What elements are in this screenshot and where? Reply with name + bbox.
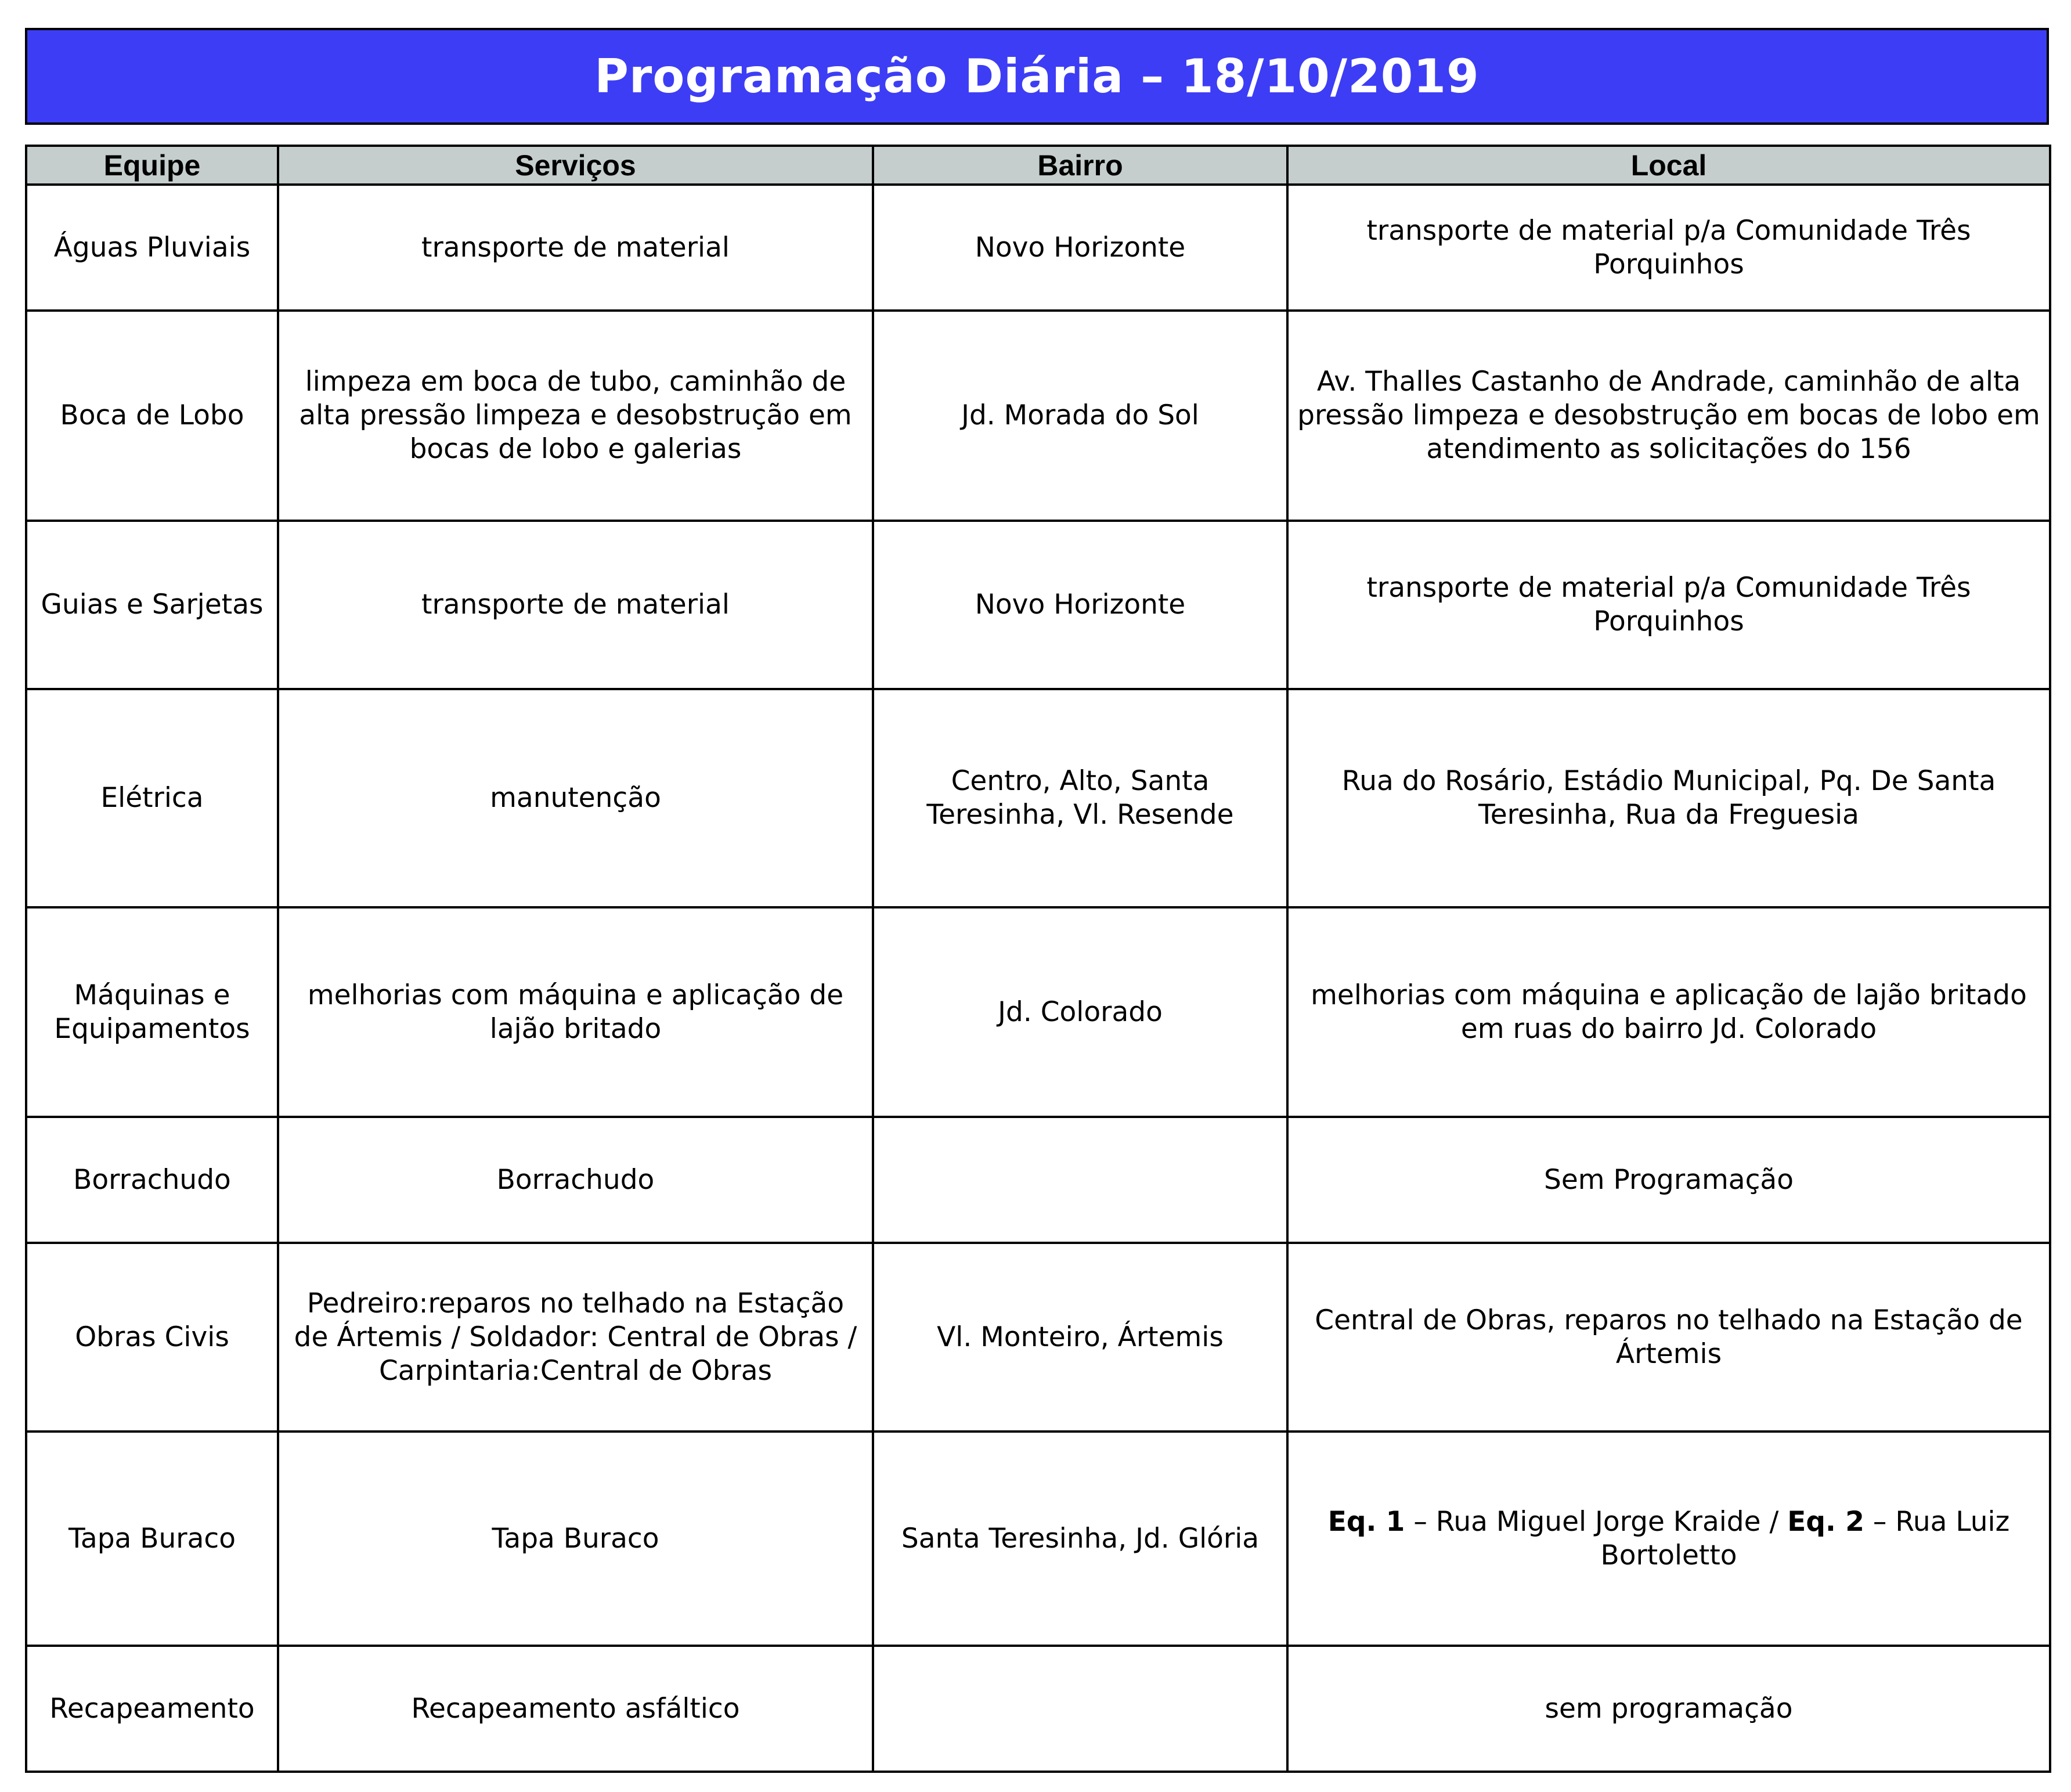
cell-servicos: Pedreiro:reparos no telhado na Estação de Ártemis / Soldador: Central de Obras / Carpintaria:Central de Obras	[278, 1243, 873, 1432]
cell-equipe: Obras Civis	[26, 1243, 278, 1432]
cell-equipe: Guias e Sarjetas	[26, 521, 278, 689]
team-1-location: – Rua Miguel Jorge Kraide /	[1405, 1505, 1788, 1538]
cell-servicos: Recapeamento asfáltico	[278, 1646, 873, 1772]
cell-bairro: Jd. Colorado	[873, 907, 1287, 1117]
column-header-equipe: Equipe	[26, 146, 278, 185]
cell-local: Sem Programação	[1287, 1117, 2050, 1243]
cell-servicos: Borrachudo	[278, 1117, 873, 1243]
cell-equipe: Boca de Lobo	[26, 311, 278, 521]
cell-servicos: transporte de material	[278, 185, 873, 311]
table-row	[26, 521, 2050, 689]
cell-bairro: Novo Horizonte	[873, 521, 1287, 689]
column-header-bairro: Bairro	[873, 146, 1287, 185]
cell-local: transporte de material p/a Comunidade Três Porquinhos	[1287, 521, 2050, 689]
cell-equipe: Recapeamento	[26, 1646, 278, 1772]
cell-bairro	[873, 1117, 1287, 1243]
cell-local: melhorias com máquina e aplicação de lajão britado em ruas do bairro Jd. Colorado	[1287, 907, 2050, 1117]
cell-equipe: Águas Pluviais	[26, 185, 278, 311]
team-1-label: Eq. 1	[1327, 1505, 1405, 1538]
table-row	[26, 689, 2050, 907]
table-header-row	[26, 146, 2050, 185]
cell-equipe: Elétrica	[26, 689, 278, 907]
table-row	[26, 1432, 2050, 1646]
cell-servicos: manutenção	[278, 689, 873, 907]
table-row	[26, 185, 2050, 311]
table-row	[26, 1243, 2050, 1432]
cell-local: sem programação	[1287, 1646, 2050, 1772]
cell-servicos: melhorias com máquina e aplicação de lajão britado	[278, 907, 873, 1117]
cell-equipe: Máquinas e Equipamentos	[26, 907, 278, 1117]
cell-bairro: Jd. Morada do Sol	[873, 311, 1287, 521]
cell-bairro: Santa Teresinha, Jd. Glória	[873, 1432, 1287, 1646]
page-title: Programação Diária – 18/10/2019	[594, 49, 1480, 103]
column-header-servicos: Serviços	[278, 146, 873, 185]
cell-local	[1287, 1432, 2050, 1646]
cell-local: Rua do Rosário, Estádio Municipal, Pq. De Santa Teresinha, Rua da Freguesia	[1287, 689, 2050, 907]
cell-servicos: limpeza em boca de tubo, caminhão de alta pressão limpeza e desobstrução em bocas de lobo e galerias	[278, 311, 873, 521]
cell-bairro: Centro, Alto, Santa Teresinha, Vl. Resende	[873, 689, 1287, 907]
cell-equipe: Tapa Buraco	[26, 1432, 278, 1646]
schedule-table	[25, 145, 2051, 1773]
table-row	[26, 907, 2050, 1117]
cell-bairro: Novo Horizonte	[873, 185, 1287, 311]
column-header-local: Local	[1287, 146, 2050, 185]
title-bar	[25, 28, 2049, 125]
cell-bairro: Vl. Monteiro, Ártemis	[873, 1243, 1287, 1432]
cell-servicos: Tapa Buraco	[278, 1432, 873, 1646]
table-row	[26, 1646, 2050, 1772]
cell-local: Central de Obras, reparos no telhado na Estação de Ártemis	[1287, 1243, 2050, 1432]
cell-local: transporte de material p/a Comunidade Três Porquinhos	[1287, 185, 2050, 311]
table-row	[26, 311, 2050, 521]
cell-servicos: transporte de material	[278, 521, 873, 689]
team-2-label: Eq. 2	[1787, 1505, 1864, 1538]
table-row	[26, 1117, 2050, 1243]
cell-bairro	[873, 1646, 1287, 1772]
cell-local: Av. Thalles Castanho de Andrade, caminhão de alta pressão limpeza e desobstrução em bocas de lobo em atendimento as solicitações do 156	[1287, 311, 2050, 521]
cell-equipe: Borrachudo	[26, 1117, 278, 1243]
team-2-location: – Rua Luiz Bortoletto	[1600, 1505, 2010, 1571]
